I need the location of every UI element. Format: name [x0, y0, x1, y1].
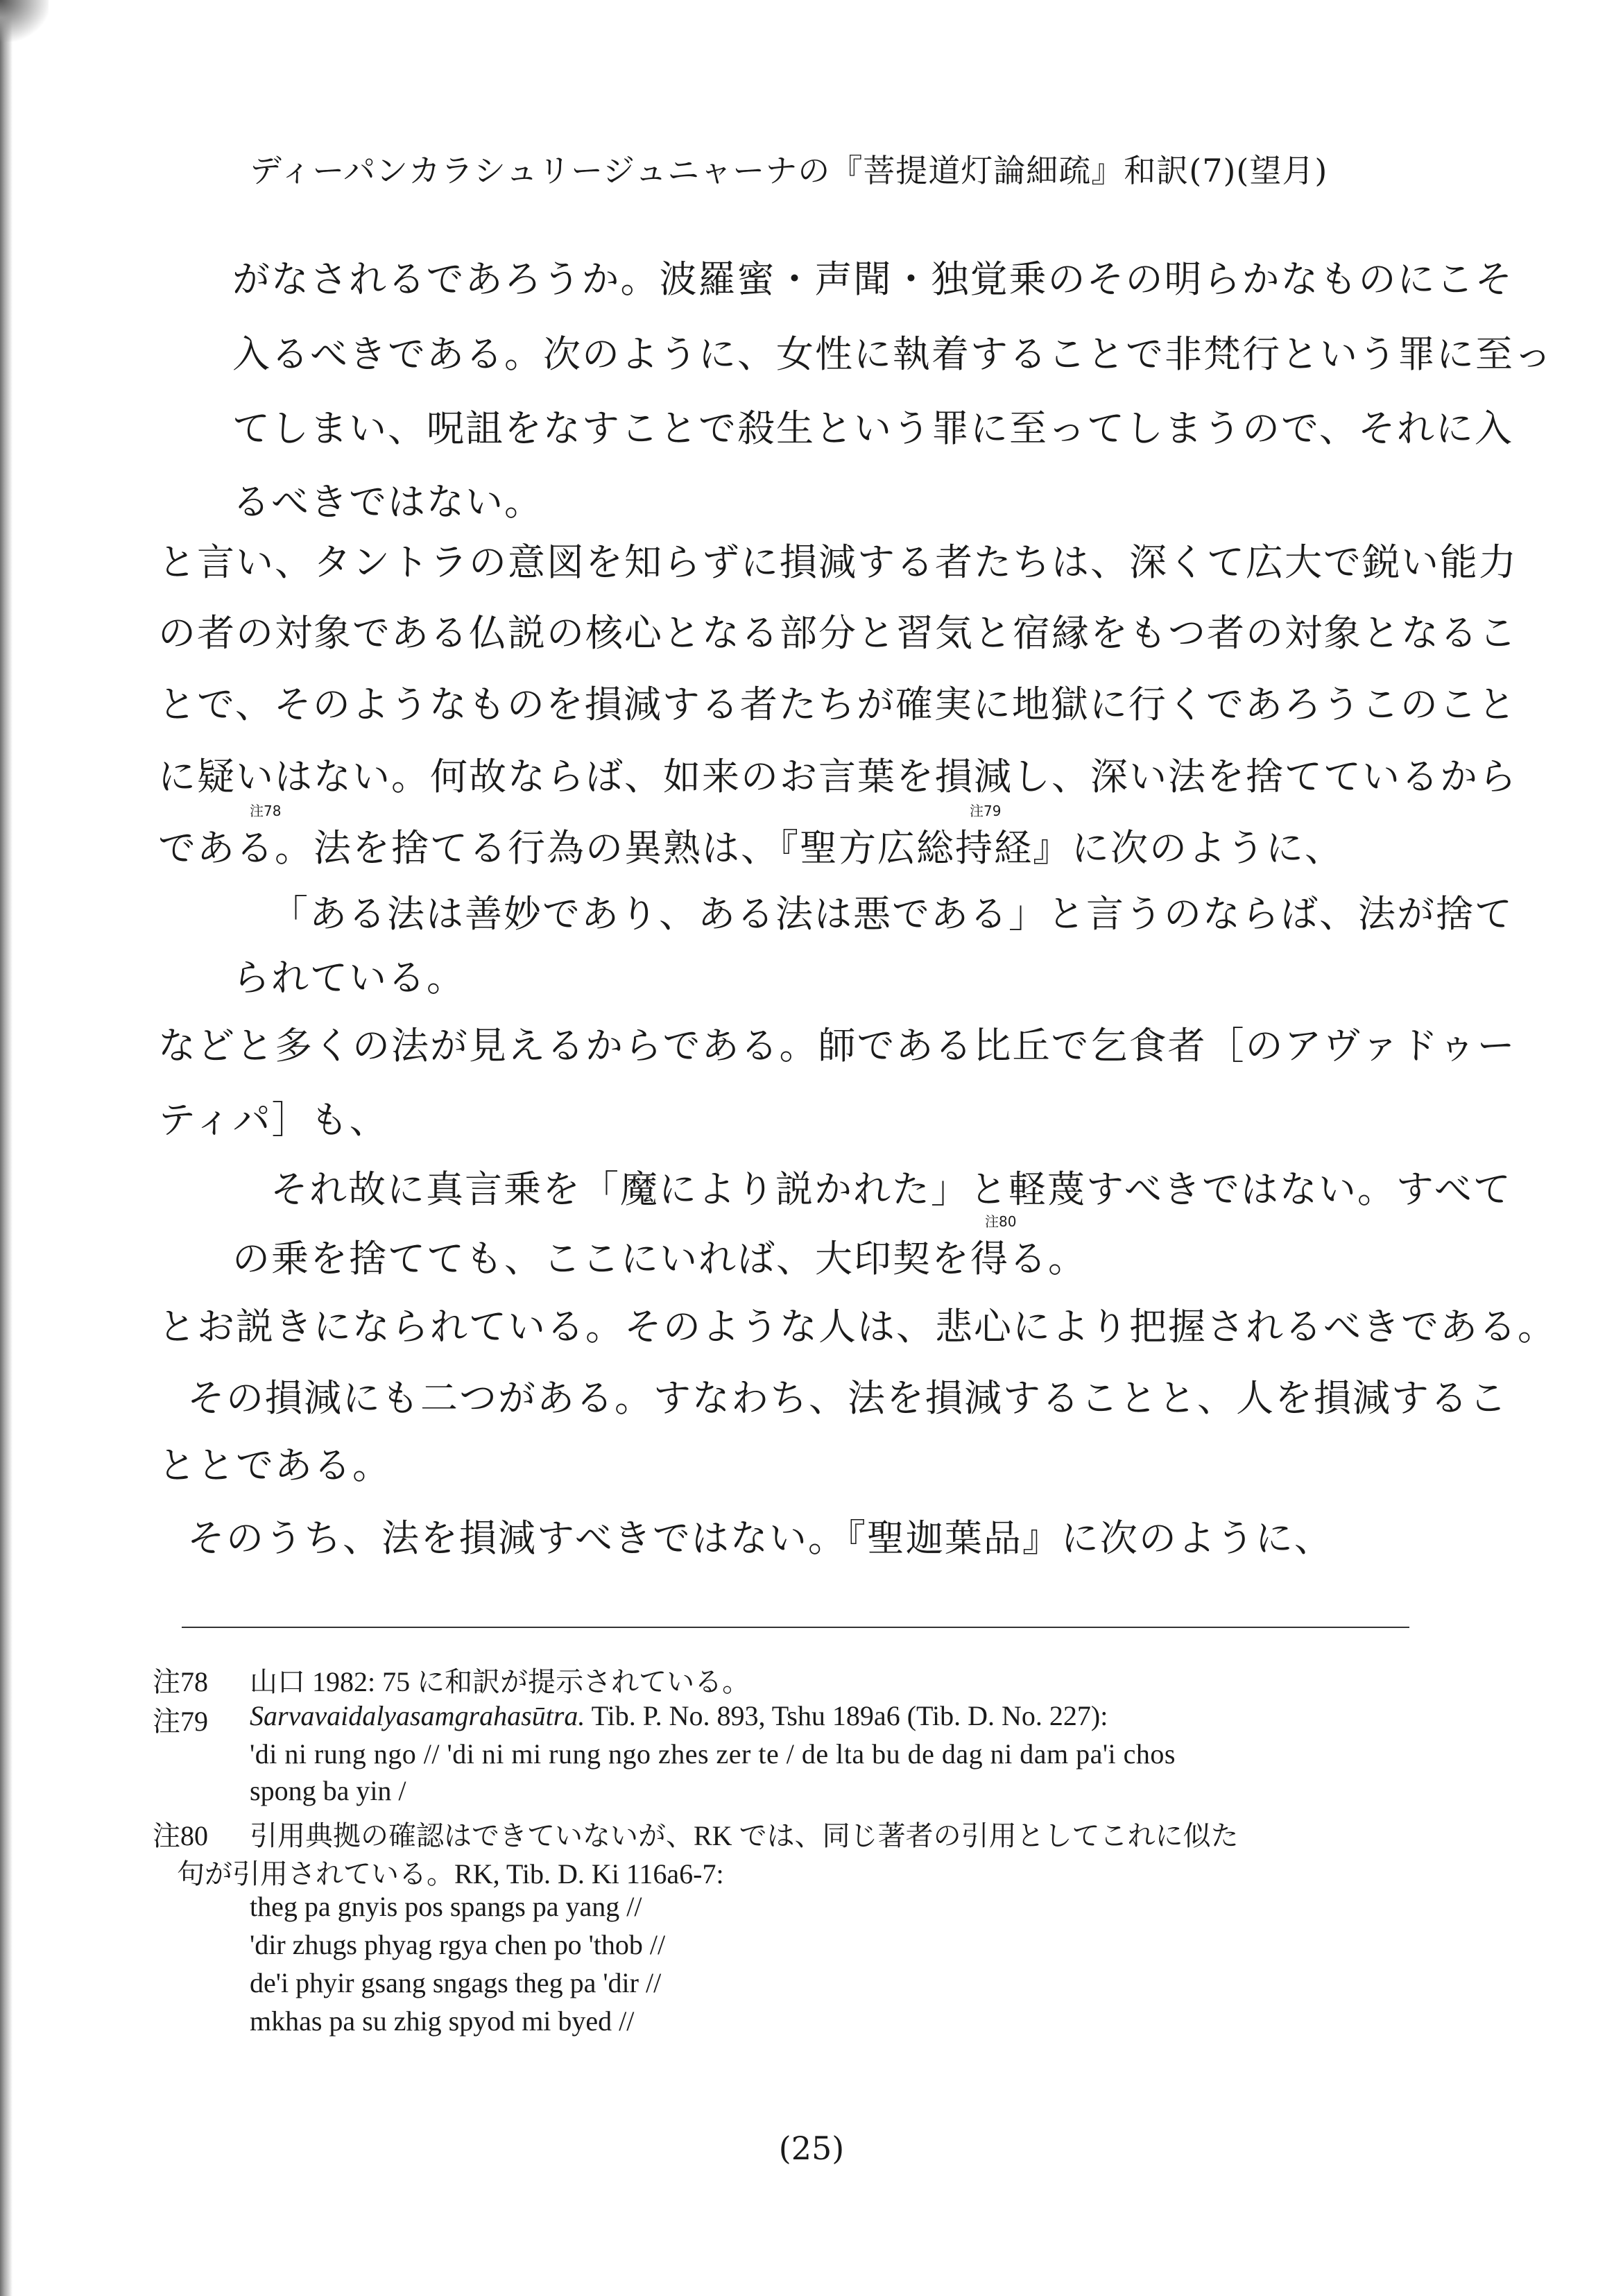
- body-line-4: るべきではない。: [232, 480, 543, 524]
- footnote-79-title: Sarvavaidalyasamgrahasūtra.: [250, 1700, 585, 1731]
- footnote-80-text-1: 引用典拠の確認はできていないが、RK では、同じ著者の引用としてこれに似た: [250, 1820, 1239, 1851]
- body-line-1: がなされるであろうか。波羅蜜・声聞・独覚乗のその明らかなものにこそ: [232, 257, 1514, 301]
- footnote-rule: [182, 1627, 1409, 1628]
- footnote-79-quote-1: 'di ni rung ngo // 'di ni mi rung ngo zhes zer te / de lta bu de dag ni dam pa'i chos: [250, 1738, 1176, 1770]
- footnote-80-verse-3: de'i phyir gsang sngags theg pa 'dir //: [250, 1967, 662, 1998]
- body-line-15: の乗を捨てても、ここにいれば、大印契を得る。: [232, 1237, 1087, 1280]
- note-ref-79: 注79: [970, 803, 1002, 819]
- scan-edge-shadow: [0, 0, 12, 2296]
- footnote-79-quote-2: spong ba yin /: [250, 1775, 406, 1806]
- body-line-5: と言い、タントラの意図を知らずに損減する者たちは、深くて広大で鋭い能力: [158, 540, 1518, 584]
- scan-corner-shadow: [0, 0, 49, 42]
- running-header: ディーパンカラシュリージュニャーナの『菩提道灯論細疏』和訳(7)(望月): [250, 152, 1328, 189]
- body-line-9: である。法を捨てる行為の異熟は、『聖方広総持経』に次のように、: [158, 826, 1343, 870]
- page-number: (25): [778, 2130, 845, 2167]
- footnote-80-verse-4: mkhas pa su zhig spyod mi byed //: [250, 2005, 635, 2037]
- body-line-6: の者の対象である仏説の核心となる部分と習気と宿縁をもつ者の対象となるこ: [158, 611, 1518, 655]
- footnote-79-ref: Tib. P. No. 893, Tshu 189a6 (Tib. D. No. 227):: [591, 1700, 1108, 1731]
- body-line-19: そのうち、法を損減すべきではない。『聖迦葉品』に次のように、: [187, 1516, 1333, 1560]
- body-line-7: とで、そのようなものを損減する者たちが確実に地獄に行くであろうこのこと: [158, 683, 1517, 726]
- body-line-3: てしまい、呪詛をなすことで殺生という罪に至ってしまうので、それに入: [232, 406, 1513, 450]
- body-line-16: とお説きになられている。そのような人は、悲心により把握されるべきである。: [158, 1305, 1556, 1348]
- body-line-11: られている。: [232, 956, 465, 1000]
- footnote-79-label: 注79: [153, 1706, 208, 1737]
- body-line-10: 「ある法は善妙であり、ある法は悪である」と言うのならば、法が捨て: [270, 892, 1513, 936]
- note-ref-78: 注78: [250, 803, 282, 819]
- footnote-80-label: 注80: [153, 1820, 208, 1851]
- body-line-2: 入るべきである。次のように、女性に執着することで非梵行という罪に至っ: [232, 332, 1553, 376]
- body-line-8: に疑いはない。何故ならば、如来のお言葉を損減し、深い法を捨てているから: [158, 755, 1518, 798]
- body-line-17: その損減にも二つがある。すなわち、法を損減することと、人を損減するこ: [187, 1376, 1508, 1420]
- body-line-14: それ故に真言乗を「魔により説かれた」と軽蔑すべきではない。すべて: [270, 1167, 1512, 1211]
- body-line-12: などと多くの法が見えるからである。師である比丘で乞食者［のアヴァドゥー: [158, 1024, 1516, 1068]
- footnote-78-label: 注78: [153, 1666, 208, 1697]
- footnote-78-text: 山口 1982: 75 に和訳が提示されている。: [250, 1666, 750, 1697]
- body-line-18: ととである。: [158, 1443, 391, 1487]
- footnote-80-verse-2: 'dir zhugs phyag rgya chen po 'thob //: [250, 1929, 666, 1960]
- body-line-13: ティパ］も、: [158, 1098, 388, 1142]
- footnote-80-text-2: 句が引用されている。RK, Tib. D. Ki 116a6-7:: [177, 1858, 724, 1890]
- footnote-79-line: [250, 1699, 1108, 1732]
- footnote-80-verse-1: theg pa gnyis pos spangs pa yang //: [250, 1891, 642, 1922]
- note-ref-80: 注80: [985, 1213, 1017, 1230]
